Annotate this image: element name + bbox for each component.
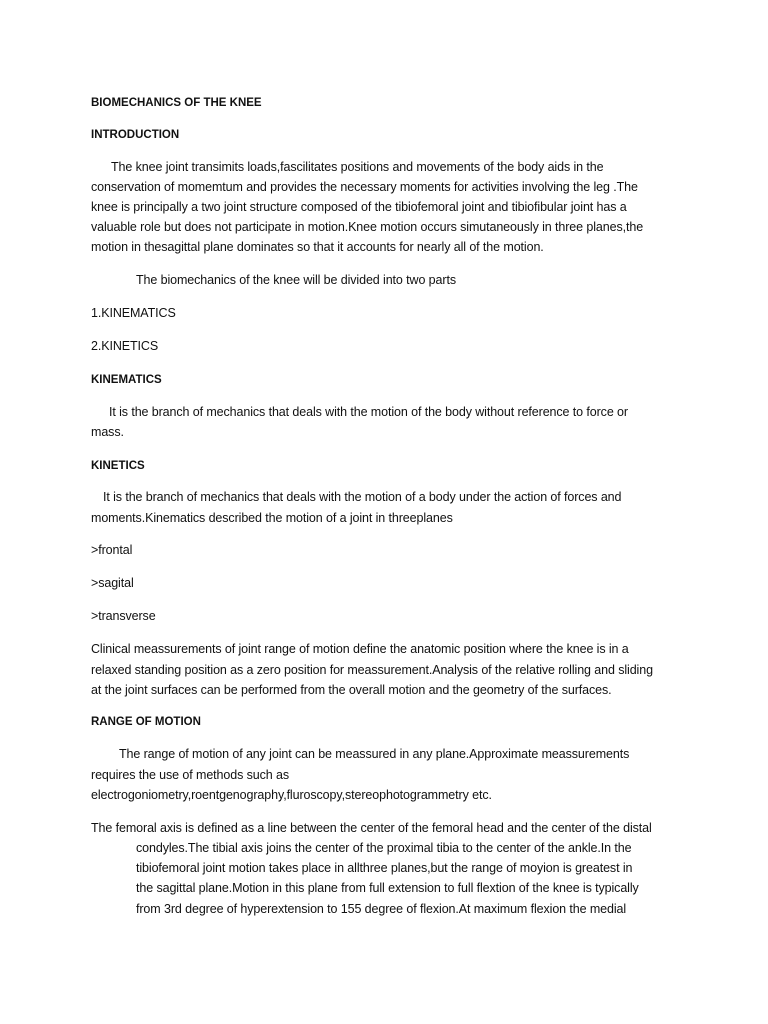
kinematics-paragraph-line: It is the branch of mechanics that deals with the motion of the body without reference to force or: [109, 405, 628, 419]
clinical-paragraph-line: relaxed standing position as a zero position for meassurement.Analysis of the relative rolling and sliding: [91, 663, 653, 677]
femoral-paragraph-line: tibiofemoral joint motion takes place in allthree planes,but the range of moyion is greatest in: [136, 861, 633, 875]
clinical-paragraph-line: Clinical meassurements of joint range of motion define the anatomic position where the knee is in a: [91, 642, 629, 656]
femoral-paragraph-line: condyles.The tibial axis joins the center of the proximal tibia to the center of the ankle.In the: [136, 841, 632, 855]
kinematics-paragraph-line: mass.: [91, 425, 124, 439]
kinetics-paragraph-line: It is the branch of mechanics that deals with the motion of a body under the action of forces and: [103, 490, 622, 504]
intro-paragraph-line: conservation of momemtum and provides the necessary moments for activities involving the leg .The: [91, 180, 638, 194]
intro-paragraph-line: valuable role but does not participate in motion.Knee motion occurs simutaneously in three planes,the: [91, 220, 644, 234]
plane-item: >frontal: [91, 543, 133, 557]
kinetics-paragraph-line: moments.Kinematics described the motion of a joint in threeplanes: [91, 511, 453, 525]
kinetics-heading: KINETICS: [91, 460, 145, 472]
kinematics-heading: KINEMATICS: [91, 374, 162, 386]
plane-item: >transverse: [91, 609, 156, 623]
divided-line: The biomechanics of the knee will be divided into two parts: [136, 273, 456, 287]
plane-item: >sagital: [91, 576, 134, 590]
femoral-paragraph-line: The femoral axis is defined as a line between the center of the femoral head and the center of the distal: [91, 821, 652, 835]
introduction-heading: INTRODUCTION: [91, 129, 180, 141]
range-paragraph-line: electrogoniometry,roentgenography,fluroscopy,stereophotogrammetry etc.: [91, 788, 492, 802]
intro-paragraph-line: The knee joint transimits loads,fascilitates positions and movements of the body aids in the: [111, 160, 604, 174]
femoral-paragraph-line: the sagittal plane.Motion in this plane from full extension to full flextion of the knee is typically: [136, 881, 639, 895]
range-paragraph-line: The range of motion of any joint can be meassured in any plane.Approximate meassurements: [119, 747, 630, 761]
femoral-paragraph-line: from 3rd degree of hyperextension to 155 degree of flexion.At maximum flexion the medial: [136, 902, 627, 916]
list-item-kinematics: 1.KINEMATICS: [91, 306, 176, 320]
document-title: BIOMECHANICS OF THE KNEE: [91, 97, 262, 109]
intro-paragraph-line: motion in thesagittal plane dominates so that it accounts for nearly all of the motion.: [91, 240, 544, 254]
range-heading: RANGE OF MOTION: [91, 716, 201, 728]
range-paragraph-line: requires the use of methods such as: [91, 768, 290, 782]
clinical-paragraph-line: at the joint surfaces can be performed from the overall motion and the geometry of the surfaces.: [91, 683, 612, 697]
list-item-kinetics: 2.KINETICS: [91, 339, 159, 353]
intro-paragraph-line: knee is principally a two joint structure composed of the tibiofemoral joint and tibiofibular joint has a: [91, 200, 627, 214]
